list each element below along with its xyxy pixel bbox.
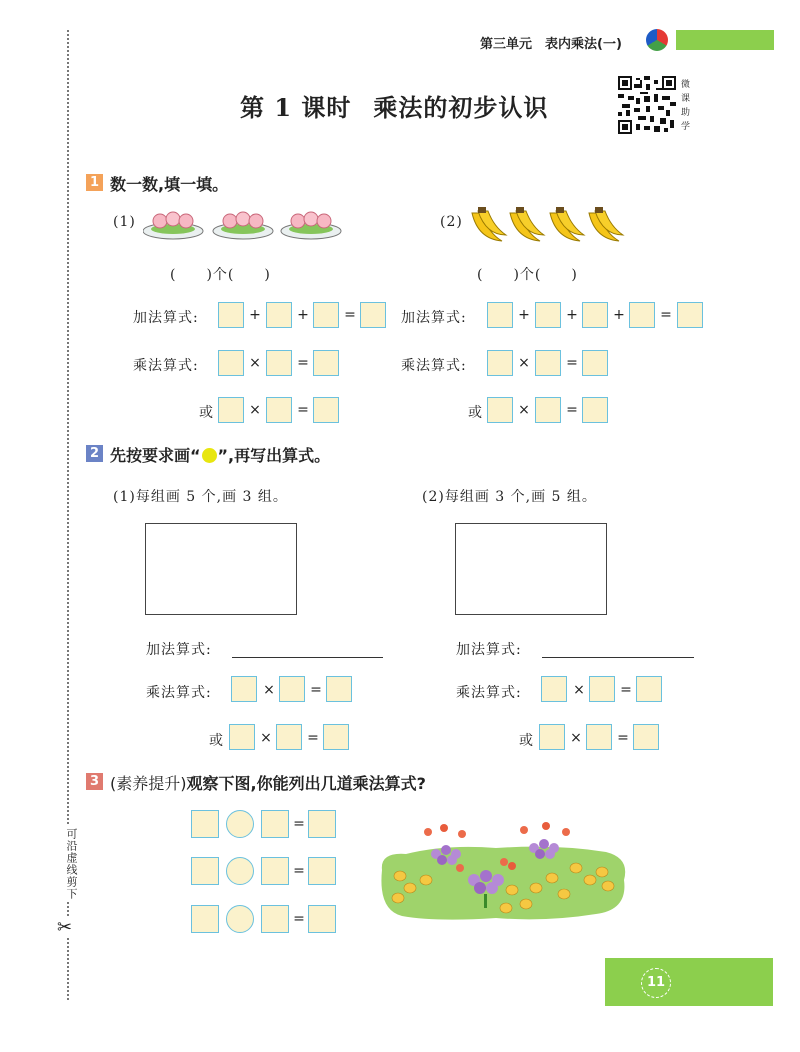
peach-plates-image <box>143 205 348 245</box>
answer-box[interactable] <box>326 676 352 702</box>
q2-right-mul-label: 乘法算式: <box>456 685 522 701</box>
q1-left-label: (1) <box>113 214 136 230</box>
answer-box[interactable] <box>582 302 608 328</box>
answer-box[interactable] <box>582 397 608 423</box>
drawing-area-left[interactable] <box>145 523 297 615</box>
answer-box[interactable] <box>323 724 349 750</box>
answer-box[interactable] <box>535 397 561 423</box>
answer-box[interactable] <box>586 724 612 750</box>
answer-box[interactable] <box>487 302 513 328</box>
equals-sign: = <box>293 863 305 879</box>
equals-sign: = <box>293 816 305 832</box>
q2-title <box>110 443 330 466</box>
peach-plate <box>281 212 341 239</box>
answer-box[interactable] <box>313 397 339 423</box>
q1-left-count: ( )个( ) <box>170 267 271 283</box>
q1-right-mul-label: 乘法算式: <box>401 358 467 374</box>
q1-number: 1 <box>86 174 103 191</box>
answer-box[interactable] <box>360 302 386 328</box>
answer-line[interactable] <box>232 657 383 658</box>
answer-box[interactable] <box>261 810 289 838</box>
q2-left-task: (1)每组画 5 个,画 3 组。 <box>113 489 288 505</box>
q3-title-text: 观察下图,你能列出几道乘法算式? <box>186 774 426 793</box>
answer-box[interactable] <box>539 724 565 750</box>
q1-right-count: ( )个( ) <box>477 267 578 283</box>
lesson-title <box>240 88 548 123</box>
q1-left-mul-label: 乘法算式: <box>133 358 199 374</box>
answer-box[interactable] <box>231 676 257 702</box>
lesson-label: 第 1 课时 <box>240 93 352 122</box>
q3-number: 3 <box>86 773 103 790</box>
equals-sign: = <box>617 730 629 746</box>
answer-box[interactable] <box>191 905 219 933</box>
q3-tag: (素养提升) <box>110 774 187 793</box>
q3-title <box>110 771 426 794</box>
lesson-name: 乘法的初步认识 <box>373 93 549 122</box>
qr-code[interactable] <box>618 76 676 134</box>
times-sign: × <box>518 402 530 418</box>
equals-sign: = <box>310 682 322 698</box>
q2-right-add-label: 加法算式: <box>456 642 522 658</box>
answer-box[interactable] <box>266 302 292 328</box>
banana-bunch <box>510 207 544 241</box>
page-number: 11 <box>641 968 671 998</box>
equals-sign: = <box>344 307 356 323</box>
q1-right-add-label: 加法算式: <box>401 310 467 326</box>
q2-title-pre: 先按要求画“ <box>110 446 201 465</box>
banana-bunch <box>472 207 506 241</box>
operator-circle[interactable] <box>226 857 254 885</box>
answer-box[interactable] <box>535 302 561 328</box>
times-sign: × <box>263 682 275 698</box>
q2-left-or-label: 或 <box>209 733 224 749</box>
peach-plate <box>213 212 273 239</box>
operator-circle[interactable] <box>226 810 254 838</box>
answer-box[interactable] <box>218 302 244 328</box>
times-sign: × <box>260 730 272 746</box>
bananas-image <box>468 205 626 247</box>
times-sign: × <box>249 402 261 418</box>
answer-box[interactable] <box>266 397 292 423</box>
answer-box[interactable] <box>589 676 615 702</box>
yellow-circle-icon <box>202 448 217 463</box>
times-sign: × <box>518 355 530 371</box>
answer-box[interactable] <box>266 350 292 376</box>
q2-right-or-label: 或 <box>519 733 534 749</box>
equals-sign: = <box>566 355 578 371</box>
times-sign: × <box>249 355 261 371</box>
answer-box[interactable] <box>313 350 339 376</box>
answer-box[interactable] <box>636 676 662 702</box>
answer-box[interactable] <box>308 857 336 885</box>
peach-plate <box>143 212 203 239</box>
answer-box[interactable] <box>218 350 244 376</box>
plus-sign: + <box>613 307 625 323</box>
answer-box[interactable] <box>633 724 659 750</box>
answer-box[interactable] <box>261 857 289 885</box>
q1-right-or-label: 或 <box>468 405 483 421</box>
answer-box[interactable] <box>261 905 289 933</box>
q2-number: 2 <box>86 445 103 462</box>
equals-sign: = <box>297 355 309 371</box>
answer-box[interactable] <box>487 350 513 376</box>
cut-hint: 可沿虚线剪下 <box>60 826 78 902</box>
answer-box[interactable] <box>218 397 244 423</box>
equals-sign: = <box>566 402 578 418</box>
equals-sign: = <box>297 402 309 418</box>
flowers-chicks-image <box>376 818 632 926</box>
q2-right-task: (2)每组画 3 个,画 5 组。 <box>422 489 597 505</box>
answer-box[interactable] <box>308 905 336 933</box>
equals-sign: = <box>307 730 319 746</box>
plus-sign: + <box>297 307 309 323</box>
answer-box[interactable] <box>191 810 219 838</box>
answer-box[interactable] <box>313 302 339 328</box>
answer-box[interactable] <box>191 857 219 885</box>
scissors-icon: ✂ <box>57 917 73 938</box>
equals-sign: = <box>620 682 632 698</box>
drawing-area-right[interactable] <box>455 523 607 615</box>
q2-left-mul-label: 乘法算式: <box>146 685 212 701</box>
equals-sign: = <box>660 307 672 323</box>
answer-box[interactable] <box>582 350 608 376</box>
answer-box[interactable] <box>535 350 561 376</box>
plus-sign: + <box>518 307 530 323</box>
answer-line[interactable] <box>542 657 694 658</box>
q2-left-add-label: 加法算式: <box>146 642 212 658</box>
answer-box[interactable] <box>276 724 302 750</box>
equals-sign: = <box>293 911 305 927</box>
plus-sign: + <box>249 307 261 323</box>
answer-box[interactable] <box>308 810 336 838</box>
q1-left-or-label: 或 <box>199 405 214 421</box>
q1-left-add-label: 加法算式: <box>133 310 199 326</box>
q2-title-post: ”,再写出算式。 <box>217 446 331 465</box>
operator-circle[interactable] <box>226 905 254 933</box>
answer-box[interactable] <box>677 302 703 328</box>
page-number-bar <box>605 958 773 1006</box>
times-sign: × <box>570 730 582 746</box>
unit-color-icon <box>646 29 668 51</box>
unit-label: 第三单元 表内乘法(一) <box>480 37 622 52</box>
answer-box[interactable] <box>279 676 305 702</box>
q1-title: 数一数,填一填。 <box>110 175 229 194</box>
answer-box[interactable] <box>229 724 255 750</box>
times-sign: × <box>573 682 585 698</box>
answer-box[interactable] <box>541 676 567 702</box>
qr-side-text: 微课助学 <box>681 80 691 132</box>
banana-bunch <box>589 207 623 241</box>
answer-box[interactable] <box>487 397 513 423</box>
answer-box[interactable] <box>629 302 655 328</box>
banana-bunch <box>550 207 584 241</box>
q1-right-label: (2) <box>440 214 463 230</box>
header-bar <box>676 30 774 50</box>
plus-sign: + <box>566 307 578 323</box>
